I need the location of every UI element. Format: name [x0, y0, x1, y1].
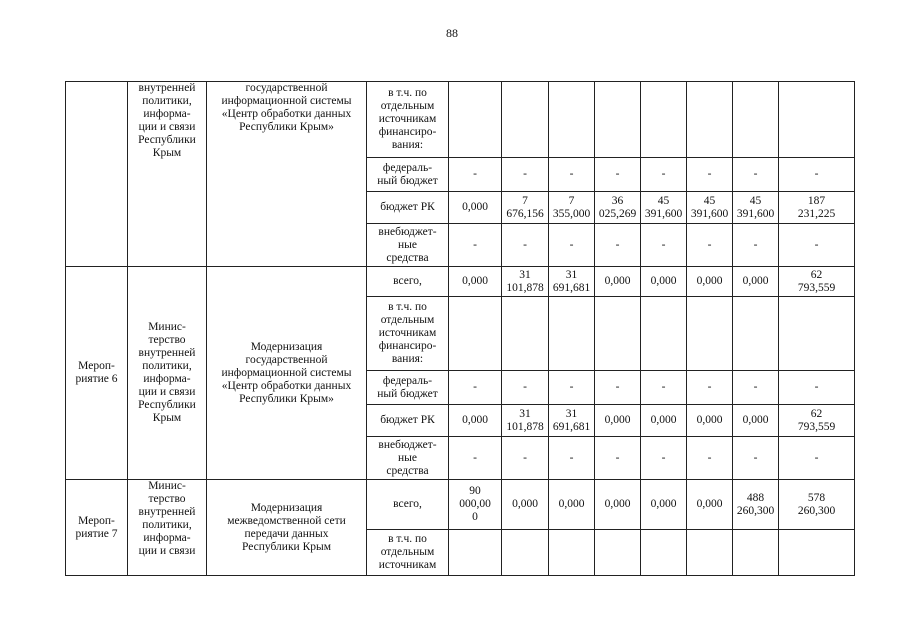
amount-cell — [595, 297, 641, 371]
amount-cell: 62 793,559 — [779, 267, 855, 297]
executor-cell: Минис- терство внутренней политики, информа- ции и связи Республики Крым — [128, 267, 207, 480]
amount-cell: - — [733, 437, 779, 480]
amount-cell: - — [687, 371, 733, 405]
amount-cell — [449, 530, 502, 576]
amount-cell: - — [641, 371, 687, 405]
amount-cell: - — [549, 437, 595, 480]
amount-cell: - — [449, 437, 502, 480]
amount-cell: 0,000 — [641, 405, 687, 437]
table-row — [66, 480, 855, 530]
amount-cell: 0,000 — [641, 480, 687, 530]
amount-cell: 7 355,000 — [549, 192, 595, 224]
amount-cell — [502, 297, 549, 371]
amount-cell: - — [595, 437, 641, 480]
amount-cell: - — [779, 224, 855, 267]
amount-cell — [595, 82, 641, 158]
amount-cell — [595, 530, 641, 576]
funding-source-cell: в т.ч. по отдельным источникам — [367, 530, 449, 576]
amount-cell: 31 691,681 — [549, 267, 595, 297]
amount-cell: 7 676,156 — [502, 192, 549, 224]
table-row — [66, 267, 855, 297]
amount-cell: - — [733, 371, 779, 405]
amount-cell: - — [733, 224, 779, 267]
amount-cell: 0,000 — [595, 405, 641, 437]
amount-cell: 0,000 — [733, 267, 779, 297]
amount-cell: - — [687, 158, 733, 192]
amount-cell: - — [641, 224, 687, 267]
amount-cell: 0,000 — [687, 480, 733, 530]
amount-cell: 31 101,878 — [502, 267, 549, 297]
amount-cell — [641, 297, 687, 371]
amount-cell: - — [502, 437, 549, 480]
activity-name-cell: Мероп- риятие 6 — [66, 267, 128, 480]
amount-cell: - — [449, 371, 502, 405]
funding-source-cell: в т.ч. по отдельным источникам финансиро- вания: — [367, 297, 449, 371]
amount-cell: - — [779, 371, 855, 405]
amount-cell: 0,000 — [449, 192, 502, 224]
amount-cell — [641, 82, 687, 158]
funding-source-cell: федераль- ный бюджет — [367, 371, 449, 405]
activity-name-cell — [66, 82, 128, 267]
amount-cell — [549, 530, 595, 576]
amount-cell: - — [549, 158, 595, 192]
amount-cell: 45 391,600 — [687, 192, 733, 224]
amount-cell: 0,000 — [449, 405, 502, 437]
amount-cell: - — [549, 371, 595, 405]
amount-cell — [687, 530, 733, 576]
description-cell: Модернизация межведомственной сети передачи данных Республики Крым — [207, 480, 367, 576]
funding-source-cell: в т.ч. по отдельным источникам финансиро- вания: — [367, 82, 449, 158]
amount-cell — [687, 82, 733, 158]
amount-cell: - — [449, 158, 502, 192]
amount-cell — [779, 82, 855, 158]
amount-cell: 45 391,600 — [733, 192, 779, 224]
amount-cell: - — [595, 158, 641, 192]
amount-cell — [779, 530, 855, 576]
amount-cell: 0,000 — [549, 480, 595, 530]
funding-source-cell: федераль- ный бюджет — [367, 158, 449, 192]
amount-cell — [733, 530, 779, 576]
amount-cell: 0,000 — [687, 267, 733, 297]
amount-cell: 578 260,300 — [779, 480, 855, 530]
page-number: 88 — [446, 26, 458, 40]
amount-cell — [549, 82, 595, 158]
budget-table — [65, 81, 855, 576]
amount-cell: - — [641, 158, 687, 192]
funding-source-cell: внебюджет- ные средства — [367, 437, 449, 480]
amount-cell: 62 793,559 — [779, 405, 855, 437]
amount-cell: - — [641, 437, 687, 480]
amount-cell — [733, 82, 779, 158]
amount-cell: - — [595, 224, 641, 267]
description-cell: государственной информационной системы «Центр обработки данных Республики Крым» — [207, 82, 367, 267]
amount-cell — [549, 297, 595, 371]
funding-source-cell: бюджет РК — [367, 405, 449, 437]
activity-name-cell: Мероп- риятие 7 — [66, 480, 128, 576]
amount-cell: 0,000 — [641, 267, 687, 297]
amount-cell — [733, 297, 779, 371]
amount-cell: 0,000 — [595, 267, 641, 297]
amount-cell — [449, 82, 502, 158]
amount-cell: - — [449, 224, 502, 267]
amount-cell: 31 101,878 — [502, 405, 549, 437]
amount-cell: 187 231,225 — [779, 192, 855, 224]
amount-cell: - — [779, 158, 855, 192]
funding-source-cell: всего, — [367, 480, 449, 530]
amount-cell: 45 391,600 — [641, 192, 687, 224]
amount-cell: - — [595, 371, 641, 405]
amount-cell — [687, 297, 733, 371]
amount-cell: 0,000 — [733, 405, 779, 437]
amount-cell: - — [687, 437, 733, 480]
amount-cell: 488 260,300 — [733, 480, 779, 530]
amount-cell: 36 025,269 — [595, 192, 641, 224]
amount-cell: - — [502, 371, 549, 405]
amount-cell: - — [502, 224, 549, 267]
executor-cell: Минис- терство внутренней политики, информа- ции и связи — [128, 480, 207, 576]
amount-cell: - — [687, 224, 733, 267]
amount-cell: 0,000 — [687, 405, 733, 437]
amount-cell: - — [549, 224, 595, 267]
amount-cell: 90 000,00 0 — [449, 480, 502, 530]
amount-cell — [502, 82, 549, 158]
funding-source-cell: внебюджет- ные средства — [367, 224, 449, 267]
description-cell: Модернизация государственной информационной системы «Центр обработки данных Республики Крым» — [207, 267, 367, 480]
amount-cell — [502, 530, 549, 576]
amount-cell — [641, 530, 687, 576]
amount-cell — [449, 297, 502, 371]
amount-cell: 0,000 — [502, 480, 549, 530]
funding-source-cell: бюджет РК — [367, 192, 449, 224]
amount-cell: 31 691,681 — [549, 405, 595, 437]
amount-cell: 0,000 — [595, 480, 641, 530]
executor-cell: внутренней политики, информа- ции и связи Республики Крым — [128, 82, 207, 267]
amount-cell: - — [779, 437, 855, 480]
amount-cell: - — [733, 158, 779, 192]
amount-cell: - — [502, 158, 549, 192]
table-row — [66, 82, 855, 158]
amount-cell — [779, 297, 855, 371]
amount-cell: 0,000 — [449, 267, 502, 297]
funding-source-cell: всего, — [367, 267, 449, 297]
